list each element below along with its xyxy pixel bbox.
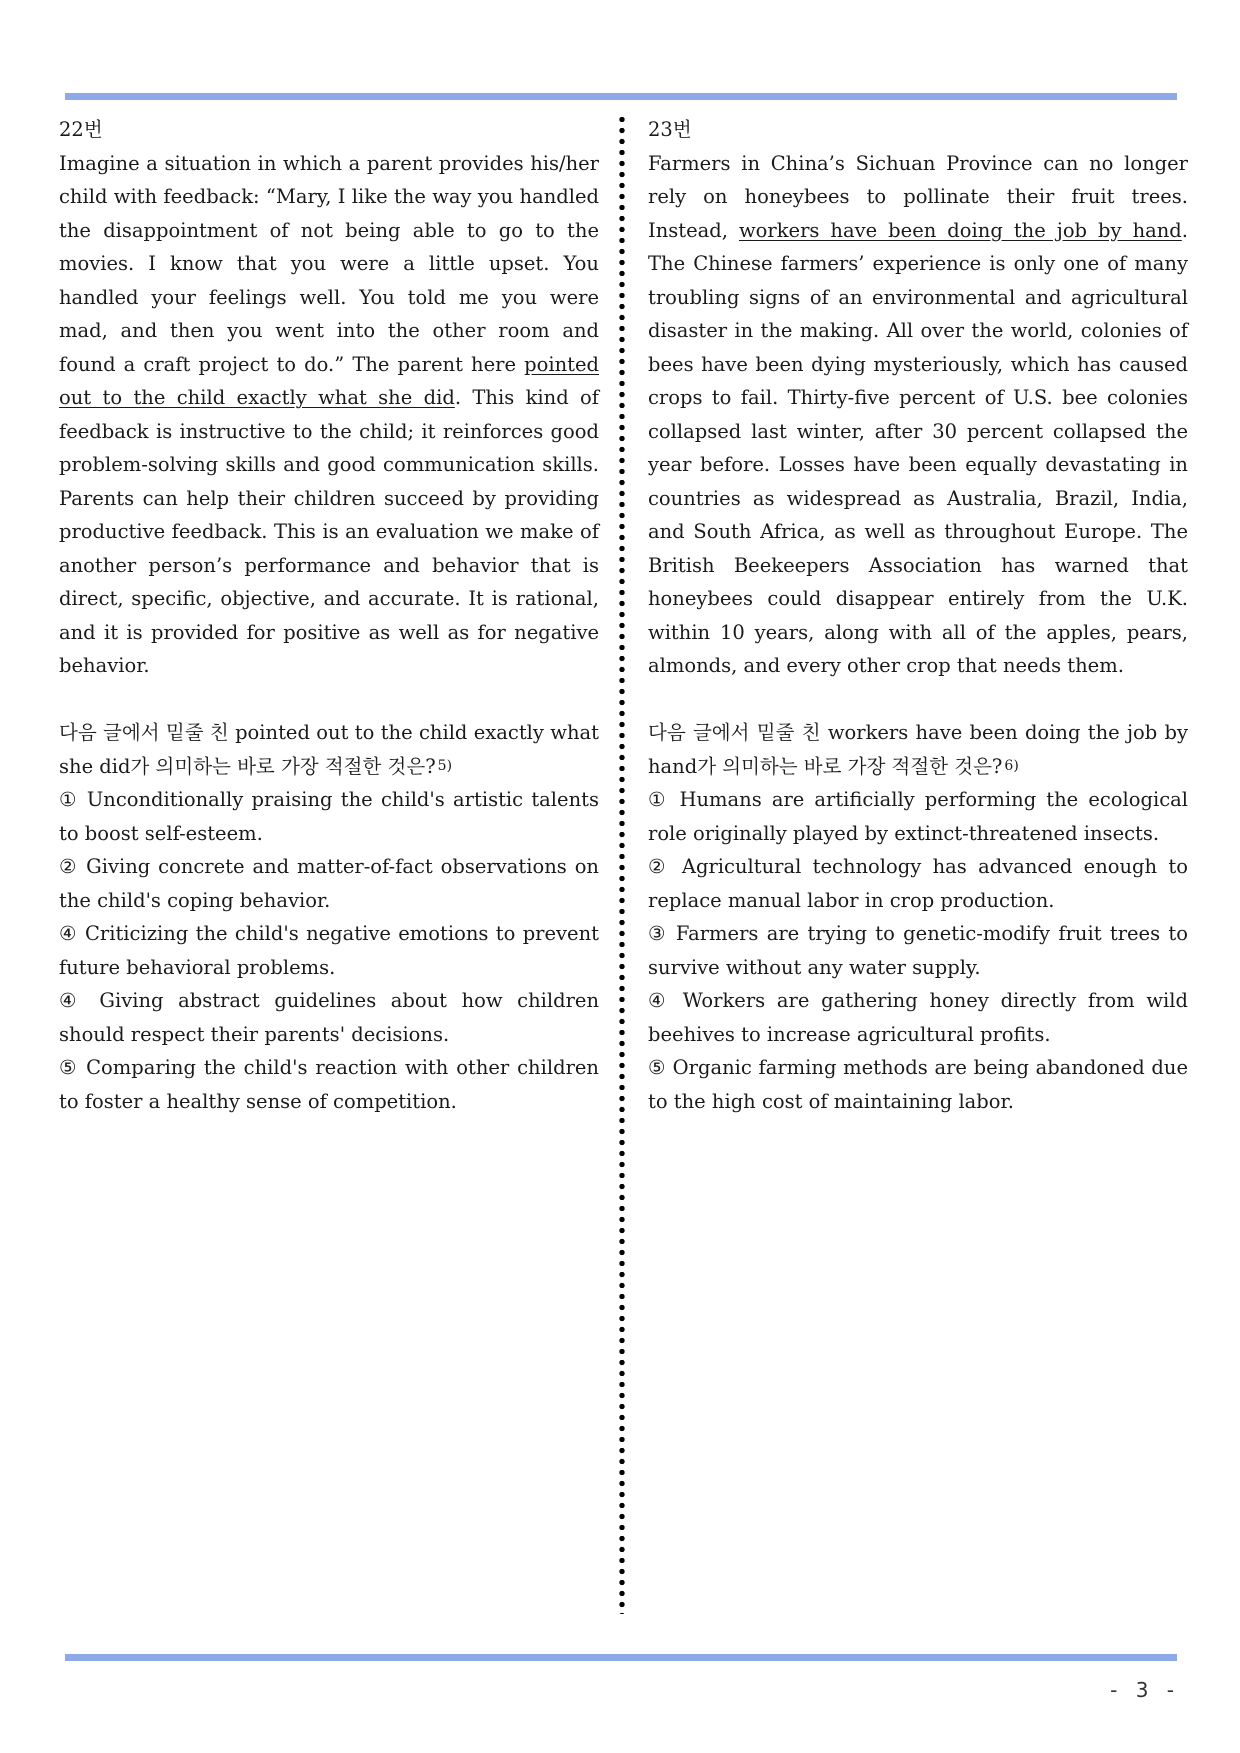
answer-option[interactable]: ② Giving concrete and matter-of-fact observations on the child's coping behavior. [59,855,599,912]
footnote-marker: 5) [437,757,453,774]
column-divider [619,114,625,1614]
question-22-column [59,113,599,1118]
answer-option[interactable]: ⑤ Organic farming methods are being abandoned due to the high cost of maintaining labor. [648,1056,1188,1113]
bottom-rule [65,1654,1177,1661]
answer-option[interactable]: ① Unconditionally praising the child's artistic talents to boost self-esteem. [59,788,599,845]
answer-option[interactable]: ② Agricultural technology has advanced enough to replace manual labor in crop production. [648,855,1188,912]
passage-text: Farmers in China’s Sichuan Province can no longer rely on honeybees to pollinate their fruit trees. Instead, [648,151,1188,242]
underlined-phrase: pointed out to the child exactly what she did [59,352,599,409]
passage-text: Imagine a situation in which a parent provides his/her child with feedback: “Mary, I like the way you handled the disappointment of not being able to go to the movies. I know that you were a little upset. You handled your feelings well. You told me you were mad, and then you went into the other room and found a craft project to do.” The parent here [59,151,599,376]
question-text: 다음 글에서 밑줄 친 pointed out to the child exactly what she did가 의미하는 바로 가장 적절한 것은? [59,721,599,778]
question-number: 22번 [59,118,103,141]
answer-option[interactable]: ③ Farmers are trying to genetic-modify fruit trees to survive without any water supply. [648,922,1188,979]
question-text: 다음 글에서 밑줄 친 workers have been doing the job by hand가 의미하는 바로 가장 적절한 것은? [648,721,1188,778]
footnote-marker: 6) [1004,757,1019,774]
answer-option[interactable]: ① Humans are artificially performing the ecological role originally played by extinct-threatened insects. [648,788,1188,845]
passage-text: . The Chinese farmers’ experience is only one of many troubling signs of an environmental and agricultural disaster in the making. All over the world, colonies of bees have been dying mysteriously, which has caused crops to fail. Thirty-five percent of U.S. bee colonies collapsed last winter, after 30 percent collapsed the year before. Losses have been equally devastating in countries as widespread as Australia, Brazil, India, and South Africa, as well as throughout Europe. The British Beekeepers Association has warned that honeybees could disappear entirely from the U.K. within 10 years, along with all of the apples, pears, almonds, and every other crop that needs them. [648,218,1188,677]
question-number: 23번 [648,118,692,141]
answer-option[interactable]: ⑤ Comparing the child's reaction with other children to foster a healthy sense of competition. [59,1056,599,1113]
passage-text: . This kind of feedback is instructive to the child; it reinforces good problem-solving skills and good communication skills. Parents can help their children succeed by providing productive feedback. This is an evaluation we make of another person’s performance and behavior that is direct, specific, objective, and accurate. It is rational, and it is provided for positive as well as for negative behavior. [59,386,599,677]
top-rule [65,93,1177,100]
passage [59,147,599,683]
passage [648,147,1188,683]
answer-option[interactable]: ④ Giving abstract guidelines about how children should respect their parents' decisions. [59,989,599,1046]
page-number: - 3 - [1110,1678,1180,1702]
answer-option[interactable]: ④ Criticizing the child's negative emotions to prevent future behavioral problems. [59,922,599,979]
question-23-column [648,113,1188,1118]
question-prompt [59,716,599,783]
underlined-phrase: workers have been doing the job by hand [738,218,1182,242]
answer-option[interactable]: ④ Workers are gathering honey directly from wild beehives to increase agricultural profits. [648,989,1188,1046]
question-prompt [648,716,1188,783]
